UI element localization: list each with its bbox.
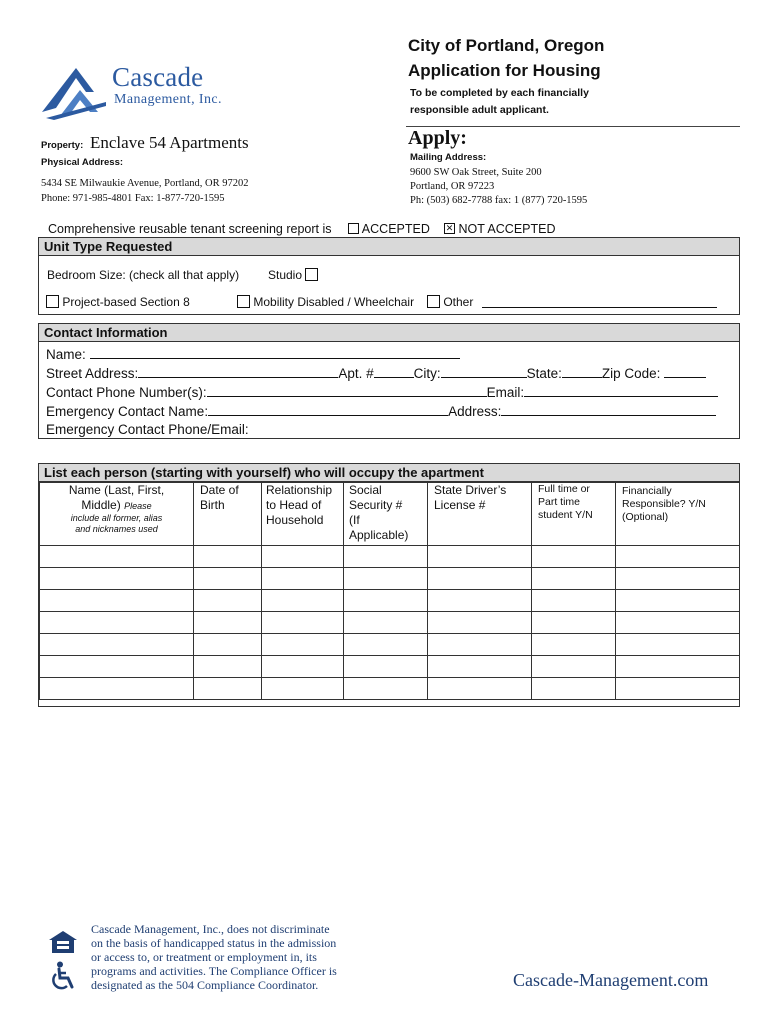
col-lic-line2: License # <box>434 498 486 512</box>
table-cell[interactable] <box>532 634 616 656</box>
bedroom-size-label: Bedroom Size: (check all that apply) <box>47 268 240 282</box>
table-cell[interactable] <box>532 568 616 590</box>
apt-field[interactable] <box>374 365 414 378</box>
table-cell[interactable] <box>344 546 428 568</box>
table-cell[interactable] <box>194 568 262 590</box>
col-rel-line3: Household <box>266 513 324 527</box>
mailing-phone: Ph: (503) 682-7788 fax: 1 (877) 720-1595 <box>410 195 588 206</box>
col-fin-line2: Responsible? Y/N <box>622 498 706 510</box>
table-cell[interactable] <box>428 568 532 590</box>
property-phone: Phone: 971-985-4801 Fax: 1-877-720-1595 <box>41 193 225 204</box>
address-field[interactable] <box>501 403 716 416</box>
emergency-name-label: Emergency Contact Name: <box>46 404 209 419</box>
table-cell[interactable] <box>344 678 428 700</box>
table-cell[interactable] <box>532 590 616 612</box>
footer-line2: on the basis of handicapped status in the admission <box>91 936 337 950</box>
accepted-label: ACCEPTED <box>361 222 430 236</box>
table-cell[interactable] <box>262 678 344 700</box>
apt-label: Apt. # <box>338 366 374 381</box>
other-checkbox[interactable] <box>427 295 440 308</box>
property-name: Enclave 54 Apartments <box>90 133 249 152</box>
unit-type-heading: Unit Type Requested <box>39 238 739 256</box>
studio-label: Studio <box>268 268 303 282</box>
col-ft-line1: Full time or <box>538 483 590 495</box>
table-cell[interactable] <box>616 678 740 700</box>
table-cell[interactable] <box>262 612 344 634</box>
equal-housing-icon <box>48 930 78 954</box>
table-row <box>40 568 740 590</box>
table-row <box>40 656 740 678</box>
city-label: City: <box>413 366 441 381</box>
header-city: City of Portland, Oregon <box>408 36 605 55</box>
table-cell[interactable] <box>616 546 740 568</box>
table-cell[interactable] <box>532 678 616 700</box>
table-cell[interactable] <box>344 612 428 634</box>
table-cell[interactable] <box>40 612 194 634</box>
table-cell[interactable] <box>262 568 344 590</box>
studio-option[interactable] <box>268 268 318 282</box>
table-cell[interactable] <box>616 590 740 612</box>
table-cell[interactable] <box>428 634 532 656</box>
col-name-line2: Middle) <box>81 498 121 512</box>
email-field[interactable] <box>524 384 718 397</box>
address-label: Address: <box>448 404 502 419</box>
table-cell[interactable] <box>40 634 194 656</box>
table-row <box>40 590 740 612</box>
occupants-table <box>39 482 740 700</box>
table-cell[interactable] <box>532 546 616 568</box>
table-cell[interactable] <box>616 656 740 678</box>
section8-checkbox[interactable] <box>46 295 59 308</box>
table-cell[interactable] <box>40 590 194 612</box>
col-name-line1: Name (Last, First, <box>68 483 165 497</box>
table-cell[interactable] <box>40 678 194 700</box>
table-cell[interactable] <box>194 634 262 656</box>
col-dob-line1: Date of <box>200 483 239 497</box>
occupants-heading: List each person (starting with yourself) who will occupy the apartment <box>39 464 739 482</box>
footer-line3: or access to, or treatment or employment in, its <box>91 950 317 964</box>
table-cell[interactable] <box>40 546 194 568</box>
table-row <box>40 612 740 634</box>
table-cell[interactable] <box>428 612 532 634</box>
table-cell[interactable] <box>344 656 428 678</box>
table-cell[interactable] <box>40 656 194 678</box>
col-financial-header <box>616 483 740 546</box>
logo-subtitle: Management, Inc. <box>114 92 222 107</box>
street-label: Street Address: <box>46 366 139 381</box>
col-ft-line2: Part time <box>538 496 581 508</box>
not-accepted-option[interactable] <box>444 222 556 236</box>
table-cell[interactable] <box>194 612 262 634</box>
phone-field[interactable] <box>207 384 487 397</box>
screening-text: Comprehensive reusable tenant screening report is <box>48 222 332 236</box>
table-cell[interactable] <box>194 656 262 678</box>
accepted-option[interactable] <box>348 222 430 236</box>
table-cell[interactable] <box>532 656 616 678</box>
state-label: State: <box>526 366 562 381</box>
col-dob-header <box>194 483 262 546</box>
table-cell[interactable] <box>194 590 262 612</box>
col-ssn-line1: Social <box>349 483 382 497</box>
col-rel-line2: to Head of <box>266 498 322 512</box>
table-cell[interactable] <box>616 612 740 634</box>
other-label: Other <box>443 295 474 309</box>
table-cell[interactable] <box>428 678 532 700</box>
contact-information-heading: Contact Information <box>39 324 739 342</box>
col-name-note2: and nicknames used <box>75 524 158 534</box>
mobility-label: Mobility Disabled / Wheelchair <box>253 295 415 309</box>
table-cell[interactable] <box>344 590 428 612</box>
mobility-disabled-option[interactable] <box>237 295 414 309</box>
table-cell[interactable] <box>262 634 344 656</box>
phone-label: Contact Phone Number(s): <box>46 385 207 400</box>
email-label: Email: <box>486 385 525 400</box>
footer-line1: Cascade Management, Inc., does not discriminate <box>91 922 330 936</box>
other-input-line[interactable] <box>482 307 717 308</box>
zip-field[interactable] <box>664 365 706 378</box>
table-cell[interactable] <box>344 568 428 590</box>
logo-name: Cascade <box>112 62 204 92</box>
mailing-address-line1: 9600 SW Oak Street, Suite 200 <box>410 167 542 178</box>
table-cell[interactable] <box>616 634 740 656</box>
col-ssn-line4: Applicable) <box>349 528 409 542</box>
name-field[interactable] <box>90 346 460 359</box>
name-row <box>46 346 460 362</box>
section8-label: Project-based Section 8 <box>62 295 190 309</box>
physical-address: 5434 SE Milwaukie Avenue, Portland, OR 97202 <box>41 178 249 189</box>
table-cell[interactable] <box>262 590 344 612</box>
not-accepted-checkbox[interactable]: ✕ <box>445 223 454 234</box>
col-fin-line3: (Optional) <box>622 511 669 523</box>
property-label: Property: <box>41 140 84 151</box>
col-relationship-header <box>262 483 344 546</box>
col-ft-line3: student Y/N <box>538 509 593 521</box>
mobility-checkbox[interactable] <box>237 295 250 308</box>
col-student-header <box>532 483 616 546</box>
col-name-please: Please <box>124 501 152 511</box>
footer-line5: designated as the 504 Compliance Coordinator. <box>91 978 319 992</box>
table-row <box>40 546 740 568</box>
table-row <box>40 634 740 656</box>
project-based-section8-option[interactable] <box>46 295 190 309</box>
table-cell[interactable] <box>40 568 194 590</box>
zip-label: Zip Code: <box>601 366 661 381</box>
phone-row <box>46 384 718 400</box>
apply-title: Apply: <box>408 127 467 149</box>
table-cell[interactable] <box>428 546 532 568</box>
wheelchair-accessibility-icon <box>50 961 78 991</box>
mailing-address-line2: Portland, OR 97223 <box>410 181 495 192</box>
table-cell[interactable] <box>428 656 532 678</box>
physical-address-label: Physical Address: <box>41 157 124 168</box>
table-cell[interactable] <box>262 546 344 568</box>
street-field[interactable] <box>138 365 338 378</box>
emergency-phone-label: Emergency Contact Phone/Email: <box>46 422 249 437</box>
occupants-section <box>38 463 740 707</box>
col-license-header <box>428 483 532 546</box>
table-cell[interactable] <box>532 612 616 634</box>
emergency-name-row <box>46 403 716 419</box>
table-cell[interactable] <box>344 634 428 656</box>
col-rel-line1: Relationship <box>266 483 333 497</box>
footer-line4: programs and activities. The Compliance Officer is <box>91 964 337 978</box>
street-row <box>46 365 706 381</box>
studio-checkbox[interactable] <box>305 268 318 281</box>
emergency-phone-row <box>46 422 249 437</box>
col-name-header <box>40 483 194 546</box>
table-cell[interactable] <box>616 568 740 590</box>
table-cell[interactable] <box>194 678 262 700</box>
col-dob-line2: Birth <box>200 498 225 512</box>
table-cell[interactable] <box>194 546 262 568</box>
city-field[interactable] <box>441 365 527 378</box>
emergency-name-field[interactable] <box>208 403 448 416</box>
state-field[interactable] <box>562 365 602 378</box>
website-link[interactable]: Cascade-Management.com <box>513 970 709 990</box>
col-fin-line1: Financially <box>622 485 672 497</box>
table-cell[interactable] <box>262 656 344 678</box>
header-note-line2: responsible adult applicant. <box>410 104 549 116</box>
col-ssn-line3: (If <box>349 513 360 527</box>
col-ssn-header <box>344 483 428 546</box>
table-cell[interactable] <box>428 590 532 612</box>
not-accepted-label: NOT ACCEPTED <box>458 222 556 236</box>
col-ssn-line2: Security # <box>349 498 403 512</box>
header-application-title: Application for Housing <box>408 61 601 80</box>
col-lic-line1: State Driver’s <box>434 483 507 497</box>
table-row <box>40 678 740 700</box>
header-note-line1: To be completed by each financially <box>410 87 589 99</box>
table-header-row <box>40 483 740 546</box>
accepted-checkbox[interactable] <box>348 223 359 234</box>
mailing-address-label: Mailing Address: <box>410 152 487 163</box>
name-label: Name: <box>46 347 86 362</box>
other-option[interactable] <box>427 295 473 309</box>
col-name-note1: include all former, alias <box>70 513 163 523</box>
